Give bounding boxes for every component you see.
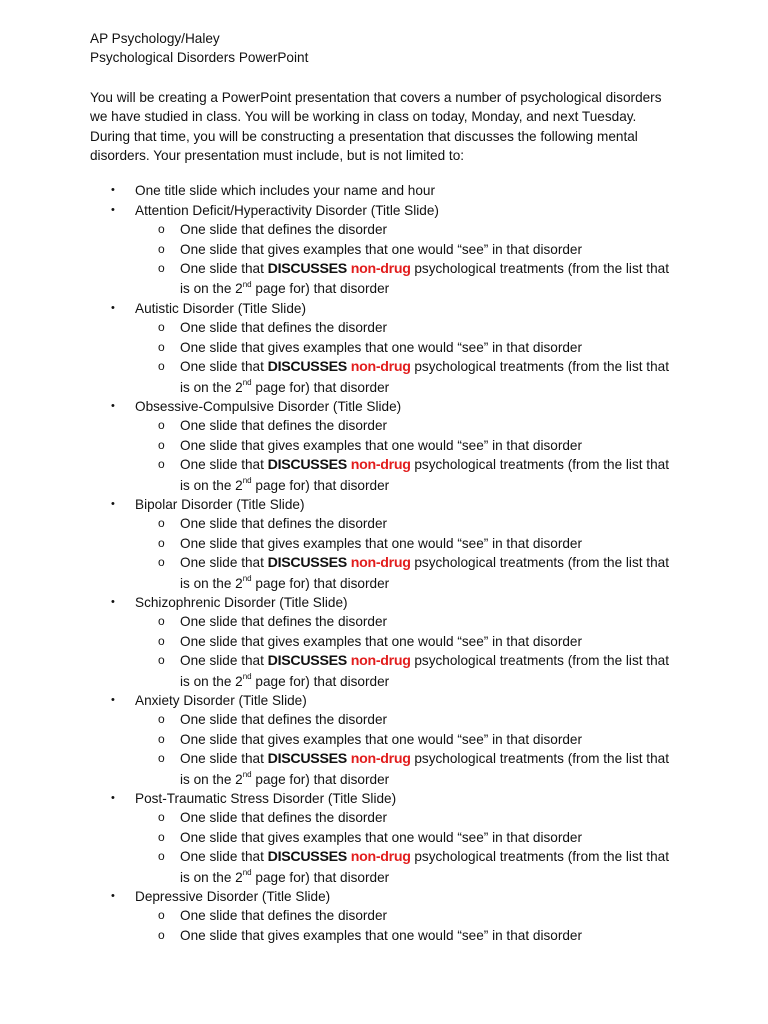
list-item [90, 201, 690, 299]
bullet-icon: • [111, 595, 115, 608]
sub-list-item [135, 808, 690, 827]
sub-bullet-icon: o [158, 633, 165, 648]
non-drug-keyword: non-drug [350, 751, 411, 768]
sub-bullet-icon: o [158, 359, 165, 374]
ordinal-suffix: nd [242, 868, 252, 878]
defines-text: One slide that defines the disorder [180, 810, 388, 826]
defines-text: One slide that defines the disorder [180, 614, 388, 630]
bullet-icon: • [111, 497, 115, 510]
list-item [90, 495, 690, 593]
treatment-line2: is on the 2 [180, 281, 243, 297]
sub-list [135, 416, 690, 495]
treatment-middle: psychological treatments (from the list that [410, 261, 669, 277]
sub-list-item [135, 357, 690, 397]
treatment-prefix: One slide that [180, 359, 268, 375]
sub-list-item [135, 514, 690, 533]
treatment-middle: psychological treatments (from the list that [410, 653, 669, 669]
defines-text: One slide that defines the disorder [180, 418, 388, 434]
sub-list [135, 612, 690, 691]
sub-list [135, 220, 690, 299]
sub-bullet-icon: o [158, 810, 165, 825]
sub-bullet-icon: o [158, 555, 165, 570]
intro-line: we have studied in class. You will be working in class on today, Monday, and next Tuesday. [90, 109, 637, 125]
sub-bullet-icon: o [158, 829, 165, 844]
treatment-line2: is on the 2 [180, 869, 243, 885]
sub-list-item [135, 651, 690, 691]
list-item [90, 691, 690, 789]
sub-list-item [135, 612, 690, 631]
sub-list-item [135, 710, 690, 729]
sub-bullet-icon: o [158, 241, 165, 256]
ordinal-suffix: nd [242, 672, 252, 682]
non-drug-keyword: non-drug [350, 653, 411, 670]
ordinal-suffix: nd [242, 279, 252, 289]
list-item [90, 181, 690, 200]
sub-bullet-icon: o [158, 731, 165, 746]
list-item-label: Post-Traumatic Stress Disorder (Title Slide) [135, 791, 397, 807]
treatment-prefix: One slide that [180, 653, 268, 669]
sub-list-item [135, 926, 690, 945]
treatment-line2: is on the 2 [180, 673, 243, 689]
list-item [90, 299, 690, 397]
examples-text: One slide that gives examples that one would “see” in that disorder [180, 535, 582, 551]
list-item [90, 593, 690, 691]
defines-text: One slide that defines the disorder [180, 320, 388, 336]
treatment-prefix: One slide that [180, 555, 268, 571]
discusses-keyword: DISCUSSES [267, 261, 347, 278]
ordinal-suffix: nd [242, 476, 252, 485]
ordinal-suffix: nd [242, 574, 252, 584]
examples-text: One slide that gives examples that one would “see” in that disorder [180, 241, 582, 257]
treatment-prefix: One slide that [180, 751, 268, 767]
examples-text: One slide that gives examples that one would “see” in that disorder [180, 731, 582, 747]
sub-list-item [135, 318, 690, 337]
bullet-icon: • [111, 890, 115, 903]
intro-line: disorders. Your presentation must include, but is not limited to: [90, 148, 465, 164]
defines-text: One slide that defines the disorder [180, 222, 388, 238]
non-drug-keyword: non-drug [350, 261, 411, 278]
bullet-icon: • [111, 399, 115, 412]
treatment-middle: psychological treatments (from the list that [410, 359, 669, 375]
non-drug-keyword: non-drug [350, 359, 411, 376]
bullet-icon: • [111, 184, 115, 197]
treatment-line2: is on the 2 [180, 379, 243, 395]
assignment-title: Psychological Disorders PowerPoint [90, 50, 309, 66]
sub-list-item [135, 553, 690, 593]
sub-bullet-icon: o [158, 437, 165, 452]
defines-text: One slide that defines the disorder [180, 516, 388, 532]
sub-list-item [135, 240, 690, 259]
list-item-label: One title slide which includes your name and hour [135, 183, 435, 199]
treatment-prefix: One slide that [180, 261, 268, 277]
sub-list-item [135, 828, 690, 847]
ordinal-suffix: nd [242, 377, 252, 387]
sub-list-item [135, 455, 690, 495]
discusses-keyword: DISCUSSES [267, 457, 347, 474]
sub-bullet-icon: o [158, 320, 165, 335]
intro-line: You will be creating a PowerPoint presentation that covers a number of psychological disorders [90, 89, 662, 105]
course-title: AP Psychology/Haley [90, 31, 220, 46]
examples-text: One slide that gives examples that one would “see” in that disorder [180, 339, 582, 355]
discusses-keyword: DISCUSSES [267, 751, 347, 768]
sub-bullet-icon: o [158, 712, 165, 727]
sub-list-item [135, 906, 690, 925]
discusses-keyword: DISCUSSES [267, 653, 347, 670]
discusses-keyword: DISCUSSES [267, 359, 347, 376]
bullet-icon: • [111, 694, 115, 706]
sub-list [135, 514, 690, 593]
intro-paragraph [90, 88, 682, 166]
defines-text: One slide that defines the disorder [180, 712, 388, 728]
list-item-label: Autistic Disorder (Title Slide) [135, 300, 306, 316]
sub-list-item [135, 749, 690, 789]
sub-list-item [135, 220, 690, 239]
bullet-icon: • [111, 203, 115, 216]
treatment-middle: psychological treatments (from the list that [410, 849, 669, 865]
list-item-label: Anxiety Disorder (Title Slide) [135, 693, 307, 708]
list-item-label: Attention Deficit/Hyperactivity Disorder (Title Slide) [135, 202, 439, 218]
treatment-prefix: One slide that [180, 849, 268, 865]
list-item-label: Schizophrenic Disorder (Title Slide) [135, 594, 348, 610]
sub-list [135, 906, 690, 945]
sub-list-item [135, 416, 690, 435]
sub-bullet-icon: o [158, 927, 165, 942]
sub-bullet-icon: o [158, 457, 165, 472]
list-item-label: Bipolar Disorder (Title Slide) [135, 496, 305, 512]
treatment-middle: psychological treatments (from the list that [410, 555, 669, 571]
sub-bullet-icon: o [158, 908, 165, 923]
sub-list-item [135, 847, 690, 887]
examples-text: One slide that gives examples that one would “see” in that disorder [180, 633, 582, 649]
treatment-line2-end: page for) that disorder [251, 673, 390, 689]
requirements-list [90, 181, 690, 945]
treatment-line2-end: page for) that disorder [251, 477, 390, 493]
sub-bullet-icon: o [158, 222, 165, 237]
treatment-line2: is on the 2 [180, 771, 243, 787]
examples-text: One slide that gives examples that one would “see” in that disorder [180, 829, 582, 845]
treatment-line2: is on the 2 [180, 477, 243, 493]
treatment-line2-end: page for) that disorder [251, 379, 390, 395]
bullet-icon: • [111, 301, 115, 314]
examples-text: One slide that gives examples that one would “see” in that disorder [180, 927, 582, 943]
sub-bullet-icon: o [158, 614, 165, 629]
non-drug-keyword: non-drug [350, 457, 411, 474]
treatment-middle: psychological treatments (from the list that [410, 457, 669, 473]
sub-bullet-icon: o [158, 339, 165, 354]
treatment-middle: psychological treatments (from the list that [410, 751, 669, 767]
discusses-keyword: DISCUSSES [267, 555, 347, 572]
document-page [90, 29, 690, 945]
treatment-line2-end: page for) that disorder [251, 281, 390, 297]
treatment-line2-end: page for) that disorder [251, 575, 390, 591]
sub-list-item [135, 534, 690, 553]
list-item [90, 887, 690, 945]
list-item [90, 397, 690, 495]
sub-bullet-icon: o [158, 261, 165, 276]
sub-list-item [135, 730, 690, 749]
sub-list-item [135, 259, 690, 299]
sub-bullet-icon: o [158, 418, 165, 433]
examples-text: One slide that gives examples that one would “see” in that disorder [180, 437, 582, 453]
sub-bullet-icon: o [158, 535, 165, 550]
sub-list [135, 808, 690, 887]
sub-bullet-icon: o [158, 751, 165, 766]
sub-list [135, 318, 690, 397]
sub-bullet-icon: o [158, 516, 165, 531]
sub-bullet-icon: o [158, 653, 165, 668]
sub-list-item [135, 338, 690, 357]
non-drug-keyword: non-drug [350, 555, 411, 572]
defines-text: One slide that defines the disorder [180, 908, 388, 924]
list-item [90, 789, 690, 887]
bullet-icon: • [111, 792, 115, 805]
treatment-prefix: One slide that [180, 457, 268, 473]
ordinal-suffix: nd [242, 770, 252, 780]
treatment-line2-end: page for) that disorder [251, 869, 390, 885]
list-item-label: Obsessive-Compulsive Disorder (Title Slide) [135, 398, 402, 414]
sub-list-item [135, 632, 690, 651]
sub-list-item [135, 436, 690, 455]
treatment-line2-end: page for) that disorder [251, 771, 390, 787]
intro-line: During that time, you will be constructing a presentation that discusses the following mental [90, 128, 638, 144]
discusses-keyword: DISCUSSES [267, 849, 347, 866]
non-drug-keyword: non-drug [350, 849, 411, 866]
treatment-line2: is on the 2 [180, 575, 243, 591]
sub-list [135, 710, 690, 789]
list-item-label: Depressive Disorder (Title Slide) [135, 889, 331, 905]
sub-bullet-icon: o [158, 849, 165, 864]
